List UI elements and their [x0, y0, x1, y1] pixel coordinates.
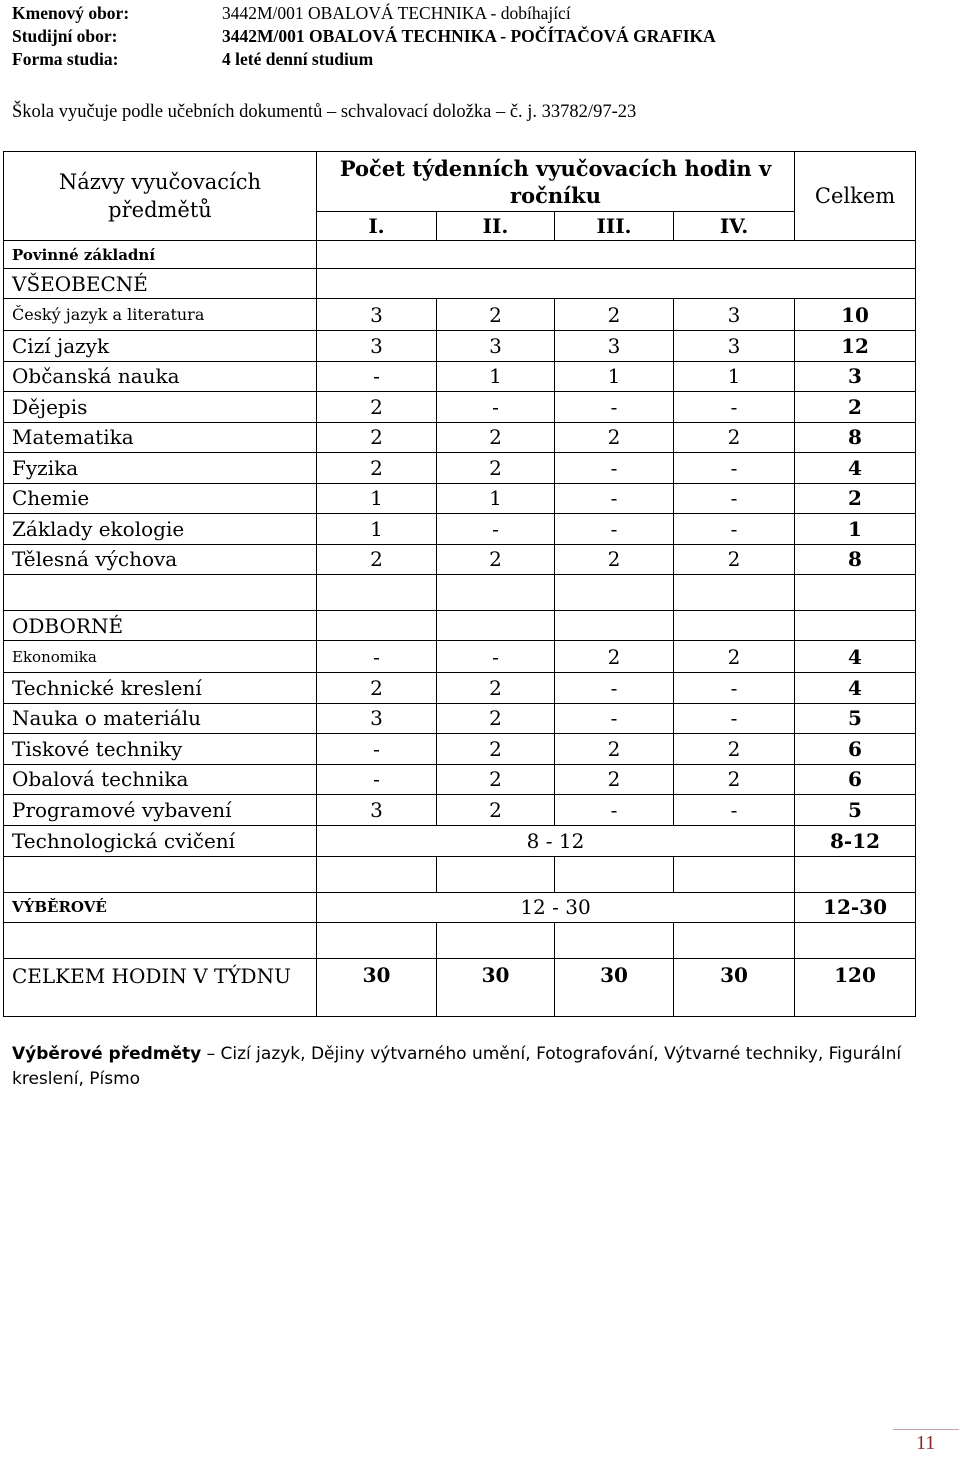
- hours-cell: 30: [437, 958, 555, 1016]
- hours-cell: 2: [437, 422, 555, 453]
- tech-exercises-row: [4, 825, 916, 856]
- hours-cell: 2: [437, 734, 555, 765]
- hours-cell: -: [555, 703, 674, 734]
- hours-cell: 30: [317, 958, 437, 1016]
- hours-cell: -: [437, 641, 555, 673]
- hours-cell: 3: [437, 331, 555, 362]
- grand-total-label: CELKEM HODIN V TÝDNU: [4, 958, 317, 1016]
- hours-cell: -: [674, 673, 795, 704]
- table-row: [4, 422, 916, 453]
- hours-cell: 3: [674, 331, 795, 362]
- hours-cell: 1: [555, 361, 674, 392]
- subject-name: Ekonomika: [4, 641, 317, 673]
- hours-cell: -: [674, 514, 795, 545]
- vocational-section-label: ODBORNÉ: [4, 611, 317, 641]
- subject-name: Tiskové techniky: [4, 734, 317, 765]
- empty-cell: [795, 922, 916, 958]
- table-row: [4, 544, 916, 575]
- hours-cell: 30: [555, 958, 674, 1016]
- year-header: II.: [437, 212, 555, 241]
- subject-name: Občanská nauka: [4, 361, 317, 392]
- hours-cell: -: [317, 641, 437, 673]
- table-row: [4, 734, 916, 765]
- hours-cell: 1: [317, 514, 437, 545]
- hours-cell: 2: [437, 544, 555, 575]
- subject-name: Obalová technika: [4, 764, 317, 795]
- general-section-row: [4, 269, 916, 299]
- subject-name: Cizí jazyk: [4, 331, 317, 362]
- total-cell: 6: [795, 734, 916, 765]
- hours-cell: 1: [317, 483, 437, 514]
- subject-name: Tělesná výchova: [4, 544, 317, 575]
- empty-cell: [437, 575, 555, 611]
- table-row: [4, 361, 916, 392]
- empty-cell: [795, 856, 916, 892]
- header-label: Kmenový obor:: [12, 3, 130, 23]
- total-cell: 4: [795, 641, 916, 673]
- hours-cell: 1: [437, 361, 555, 392]
- hours-cell: 30: [674, 958, 795, 1016]
- total-cell: 3: [795, 361, 916, 392]
- empty-cell: [795, 575, 916, 611]
- hours-cell: -: [437, 514, 555, 545]
- hours-cell: -: [317, 361, 437, 392]
- total-header: Celkem: [795, 152, 916, 241]
- elective-row: [4, 892, 916, 922]
- hours-cell: 3: [317, 299, 437, 331]
- hours-cell: 2: [437, 453, 555, 484]
- hours-cell: 3: [317, 331, 437, 362]
- year-header: III.: [555, 212, 674, 241]
- table-row: [4, 453, 916, 484]
- hours-cell: 2: [555, 641, 674, 673]
- hours-cell: 2: [555, 544, 674, 575]
- page-number-rule: [893, 1429, 959, 1430]
- table-row: [4, 299, 916, 331]
- hours-cell: 2: [317, 392, 437, 423]
- hours-cell: 3: [555, 331, 674, 362]
- total-cell: 8: [795, 544, 916, 575]
- hours-cell: 2: [437, 764, 555, 795]
- empty-cell: [674, 611, 795, 641]
- total-cell: 4: [795, 453, 916, 484]
- hours-cell: -: [555, 673, 674, 704]
- subject-name: Programové vybavení: [4, 795, 317, 826]
- empty-cell: [674, 856, 795, 892]
- hours-cell: 2: [674, 764, 795, 795]
- elective-footnote: [12, 1042, 912, 1092]
- subjects-header: Názvy vyučovacích předmětů: [4, 152, 317, 241]
- hours-cell: -: [555, 795, 674, 826]
- subject-name: Dějepis: [4, 392, 317, 423]
- total-cell: 12-30: [795, 892, 916, 922]
- spacer-row: [4, 856, 916, 892]
- empty-cell: [4, 575, 317, 611]
- hours-cell: 2: [674, 544, 795, 575]
- empty-cell: [555, 611, 674, 641]
- elective-label: VÝBĚROVÉ: [4, 892, 317, 922]
- hours-cell: 2: [437, 299, 555, 331]
- hours-cell: 2: [555, 734, 674, 765]
- header-row-field: [12, 2, 716, 25]
- empty-cell: [437, 922, 555, 958]
- header-label: Forma studia:: [12, 49, 119, 69]
- hours-cell: -: [317, 764, 437, 795]
- span-hours-cell: 8 - 12: [317, 825, 795, 856]
- table-row: [4, 392, 916, 423]
- hours-cell: 2: [437, 703, 555, 734]
- year-header: IV.: [674, 212, 795, 241]
- hours-cell: -: [674, 795, 795, 826]
- hours-cell: 2: [674, 641, 795, 673]
- empty-cell: [674, 575, 795, 611]
- empty-cell: [317, 611, 437, 641]
- year-header: I.: [317, 212, 437, 241]
- footnote-title: Výběrové předměty: [12, 1044, 202, 1064]
- header-label: Studijní obor:: [12, 26, 118, 46]
- table-row: [4, 795, 916, 826]
- hours-cell: 2: [437, 795, 555, 826]
- subject-name: Fyzika: [4, 453, 317, 484]
- subject-name: Český jazyk a literatura: [4, 299, 317, 331]
- total-cell: 12: [795, 331, 916, 362]
- table-row: [4, 514, 916, 545]
- hours-cell: 2: [674, 734, 795, 765]
- table-row: [4, 673, 916, 704]
- total-cell: 2: [795, 483, 916, 514]
- hours-cell: 1: [437, 483, 555, 514]
- header-row-program: [12, 25, 716, 48]
- empty-cell: [317, 269, 916, 299]
- total-cell: 1: [795, 514, 916, 545]
- footnote-text: – Cizí jazyk, Dějiny výtvarného umění, Fotografování, Výtvarné techniky, Figurální kreslení, Písmo: [12, 1044, 902, 1089]
- hours-cell: -: [674, 392, 795, 423]
- spacer-row: [4, 922, 916, 958]
- total-cell: 2: [795, 392, 916, 423]
- total-cell: 8: [795, 422, 916, 453]
- subject-name: Technické kreslení: [4, 673, 317, 704]
- table-row: [4, 703, 916, 734]
- header-value: 4 leté denní studium: [222, 49, 374, 69]
- hours-cell: -: [674, 453, 795, 484]
- hours-cell: -: [674, 483, 795, 514]
- total-cell: 10: [795, 299, 916, 331]
- hours-cell: 2: [555, 764, 674, 795]
- mandatory-label: Povinné základní: [4, 241, 317, 269]
- hours-cell: 2: [317, 544, 437, 575]
- hours-cell: -: [317, 734, 437, 765]
- table-row: [4, 483, 916, 514]
- table-row: [4, 641, 916, 673]
- subject-name: Základy ekologie: [4, 514, 317, 545]
- total-cell: 6: [795, 764, 916, 795]
- spacer-row: [4, 575, 916, 611]
- total-cell: 8-12: [795, 825, 916, 856]
- hours-cell: -: [555, 392, 674, 423]
- hours-cell: 2: [317, 453, 437, 484]
- total-cell: 5: [795, 795, 916, 826]
- hours-cell: 1: [674, 361, 795, 392]
- hours-cell: -: [555, 453, 674, 484]
- hours-cell: 3: [317, 703, 437, 734]
- total-cell: 4: [795, 673, 916, 704]
- header-value: 3442M/001 OBALOVÁ TECHNIKA - POČÍTAČOVÁ GRAFIKA: [222, 26, 716, 46]
- grand-total-row: [4, 958, 916, 1016]
- vocational-section-row: [4, 611, 916, 641]
- header-row-form: [12, 48, 716, 71]
- hours-cell: -: [555, 483, 674, 514]
- hours-cell: -: [555, 514, 674, 545]
- page-number: 11: [916, 1432, 936, 1454]
- hours-cell: 2: [317, 422, 437, 453]
- subject-name: Chemie: [4, 483, 317, 514]
- hours-cell: 2: [555, 299, 674, 331]
- header-value: 3442M/001 OBALOVÁ TECHNIKA - dobíhající: [222, 3, 571, 23]
- subject-name: Nauka o materiálu: [4, 703, 317, 734]
- empty-cell: [674, 922, 795, 958]
- table-row: [4, 331, 916, 362]
- empty-cell: [4, 922, 317, 958]
- mandatory-row: [4, 241, 916, 269]
- empty-cell: [795, 611, 916, 641]
- empty-cell: [317, 856, 437, 892]
- hours-cell: -: [437, 392, 555, 423]
- span-hours-cell: 12 - 30: [317, 892, 795, 922]
- hours-cell: 2: [674, 422, 795, 453]
- empty-cell: [317, 575, 437, 611]
- empty-cell: [437, 611, 555, 641]
- hours-cell: 2: [317, 673, 437, 704]
- hours-cell: 3: [674, 299, 795, 331]
- empty-cell: [437, 856, 555, 892]
- table-header-row: [4, 152, 916, 212]
- curriculum-table: [3, 151, 916, 1017]
- total-cell: 120: [795, 958, 916, 1016]
- hours-cell: -: [674, 703, 795, 734]
- general-section-label: VŠEOBECNÉ: [4, 269, 317, 299]
- hours-cell: 2: [437, 673, 555, 704]
- empty-cell: [4, 856, 317, 892]
- document-header: [12, 2, 716, 71]
- empty-cell: [555, 575, 674, 611]
- empty-cell: [317, 241, 916, 269]
- table-row: [4, 764, 916, 795]
- hours-cell: 3: [317, 795, 437, 826]
- hours-header: Počet týdenních vyučovacích hodin v ročníku: [317, 152, 795, 212]
- empty-cell: [555, 922, 674, 958]
- empty-cell: [317, 922, 437, 958]
- hours-cell: 2: [555, 422, 674, 453]
- empty-cell: [555, 856, 674, 892]
- subject-name: Technologická cvičení: [4, 825, 317, 856]
- subject-name: Matematika: [4, 422, 317, 453]
- approval-clause: Škola vyučuje podle učebních dokumentů – schvalovací doložka – č. j. 33782/97-23: [12, 102, 637, 122]
- total-cell: 5: [795, 703, 916, 734]
